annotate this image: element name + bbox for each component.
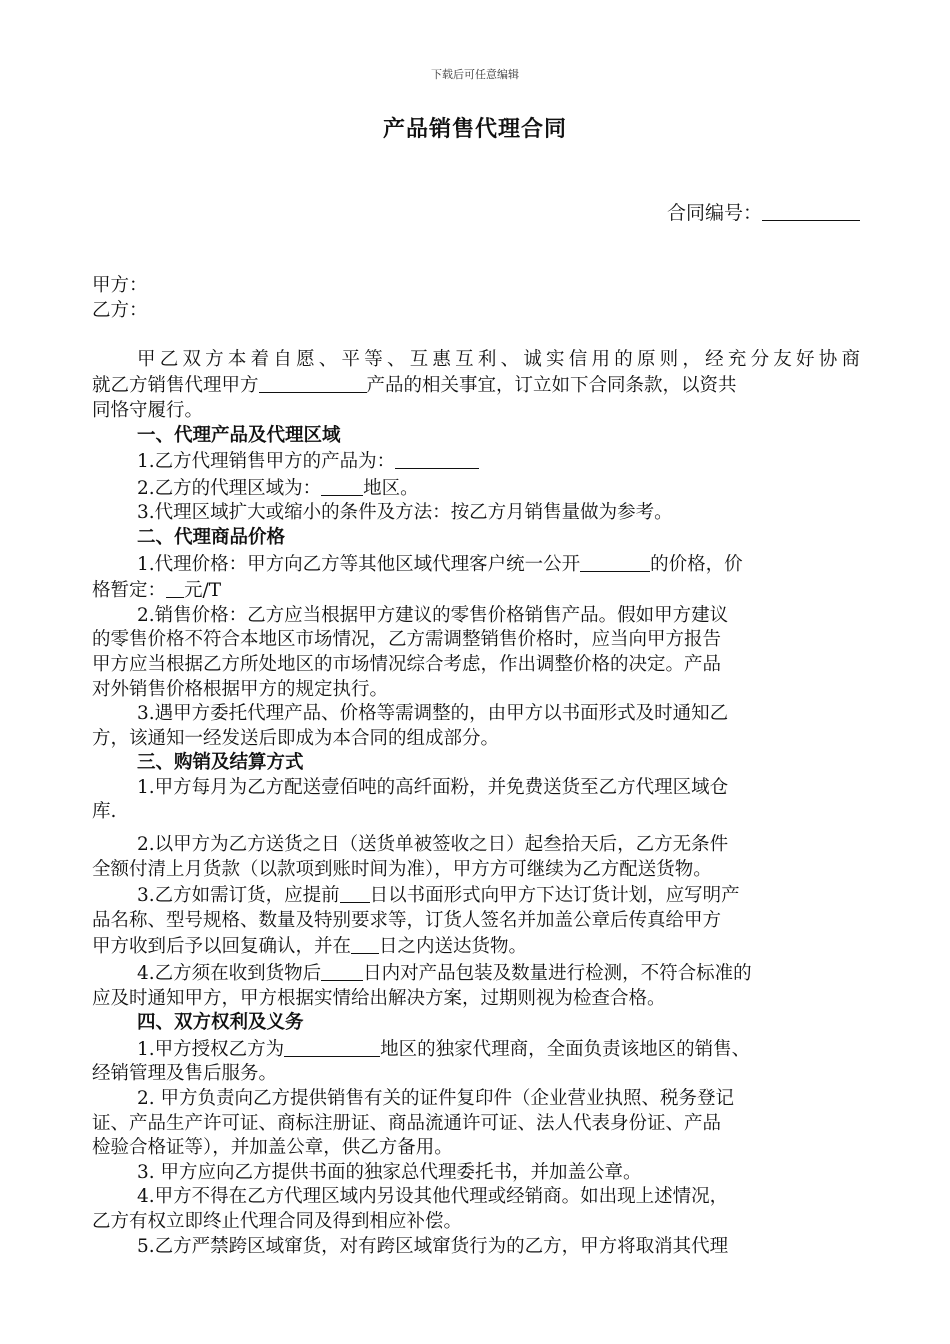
clause-line: 4.乙方须在收到货物后 日内对产品包装及数量进行检测，不符合标准的 [92,960,860,987]
section-heading: 二、代理商品价格 [137,526,286,548]
clause-line: 1.代理价格：甲方向乙方等其他区域代理客户统一公开 的价格，价 [92,551,860,578]
blank [340,882,370,903]
clause-line: 检验合格证等），并加盖公章，供乙方备用。 [92,1137,453,1159]
clause-line: 5.乙方严禁跨区域窜货，对有跨区域窜货行为的乙方，甲方将取消其代理 [137,1235,729,1257]
clause-line: 3.代理区域扩大或缩小的条件及方法：按乙方月销售量做为参考。 [137,502,673,524]
clause-line: 2.以甲方为乙方送货之日（送货单被签收之日）起叁拾天后，乙方无条件 [137,834,729,856]
section-heading: 四、双方权利及义务 [137,1012,304,1034]
contract-number-label: 合同编号： [666,202,762,224]
clause-line: 应及时通知甲方，甲方根据实情给出解决方案，过期则视为检查合格。 [92,987,666,1009]
clause-line: 2. 甲方负责向乙方提供销售有关的证件复印件（企业营业执照、税务登记 [137,1088,735,1109]
clause-line: 证、产品生产许可证、商标注册证、商品流通许可证、法人代表身份证、产品 [92,1112,722,1134]
clause-line: 格暂定： 元/T [92,577,860,604]
clause-line: 全额付清上月货款（以款项到账时间为准），甲方方可继续为乙方配送货物。 [92,858,712,880]
clause-line: 3. 甲方应向乙方提供书面的独家总代理委托书，并加盖公章。 [137,1161,642,1183]
clause-line: 品名称、型号规格、数量及特别要求等，订货人签名并加盖公章后传真给甲方 [92,909,722,931]
party-a: 甲方： [92,275,148,296]
preamble-line: 就乙方销售代理甲方 产品的相关事宜，订立如下合同条款，以资共 [92,372,860,399]
clause-line: 1.甲方授权乙方为 地区的独家代理商，全面负责该地区的销售、 [92,1036,860,1063]
clause-line: 2.乙方的代理区域为： 地区。 [92,475,860,502]
clause-line: 甲方收到后予以回复确认，并在 日之内送达货物。 [92,933,860,960]
blank [321,960,363,981]
contract-number [667,198,860,225]
page-title: 产品销售代理合同 [382,116,567,142]
clause-line: 库. [92,801,117,823]
blank [395,448,479,469]
clause-line: 3.乙方如需订货，应提前 日以书面形式向甲方下达订货计划，应写明产 [92,882,860,909]
clause-line: 乙方有权立即终止代理合同及得到相应补偿。 [92,1210,463,1232]
clause-line: 甲方应当根据乙方所处地区的市场情况综合考虑，作出调整价格的决定。产品 [92,653,722,675]
clause-line: 经销管理及售后服务。 [92,1063,278,1085]
blank [166,577,184,598]
party-b: 乙方： [92,299,148,321]
section-heading: 三、购销及结算方式 [137,752,304,774]
clause-line: 1.乙方代理销售甲方的产品为： [92,448,860,475]
preamble-line: 同恪守履行。 [92,399,204,421]
blank [321,475,363,496]
clause-line: 方，该通知一经发送后即成为本合同的组成部分。 [92,727,500,749]
header-note: 下载后可任意编辑 [431,68,519,81]
section-heading: 一、代理产品及代理区域 [137,424,341,446]
blank [284,1036,380,1057]
clause-line: 3.遇甲方委托代理产品、价格等需调整的，由甲方以书面形式及时通知乙 [137,703,729,725]
clause-line: 1.甲方每月为乙方配送壹佰吨的高纤面粉，并免费送货至乙方代理区域仓 [137,776,729,798]
clause-line: 2.销售价格：乙方应当根据甲方建议的零售价格销售产品。假如甲方建议 [137,604,729,626]
clause-line: 的零售价格不符合本地区市场情况，乙方需调整销售价格时，应当向甲方报告 [92,629,722,651]
contract-number-blank [762,200,860,221]
blank [580,551,650,572]
contract-body [92,274,860,1259]
clause-line: 4.甲方不得在乙方代理区域内另设其他代理或经销商。如出现上述情况， [137,1186,729,1208]
preamble-line: 甲乙双方本着自愿、平等、互惠互利、诚实信用的原则，经充分友好协商 [137,348,860,370]
blank [351,933,379,954]
product-blank [259,372,367,393]
clause-line: 对外销售价格根据甲方的规定执行。 [92,678,389,700]
